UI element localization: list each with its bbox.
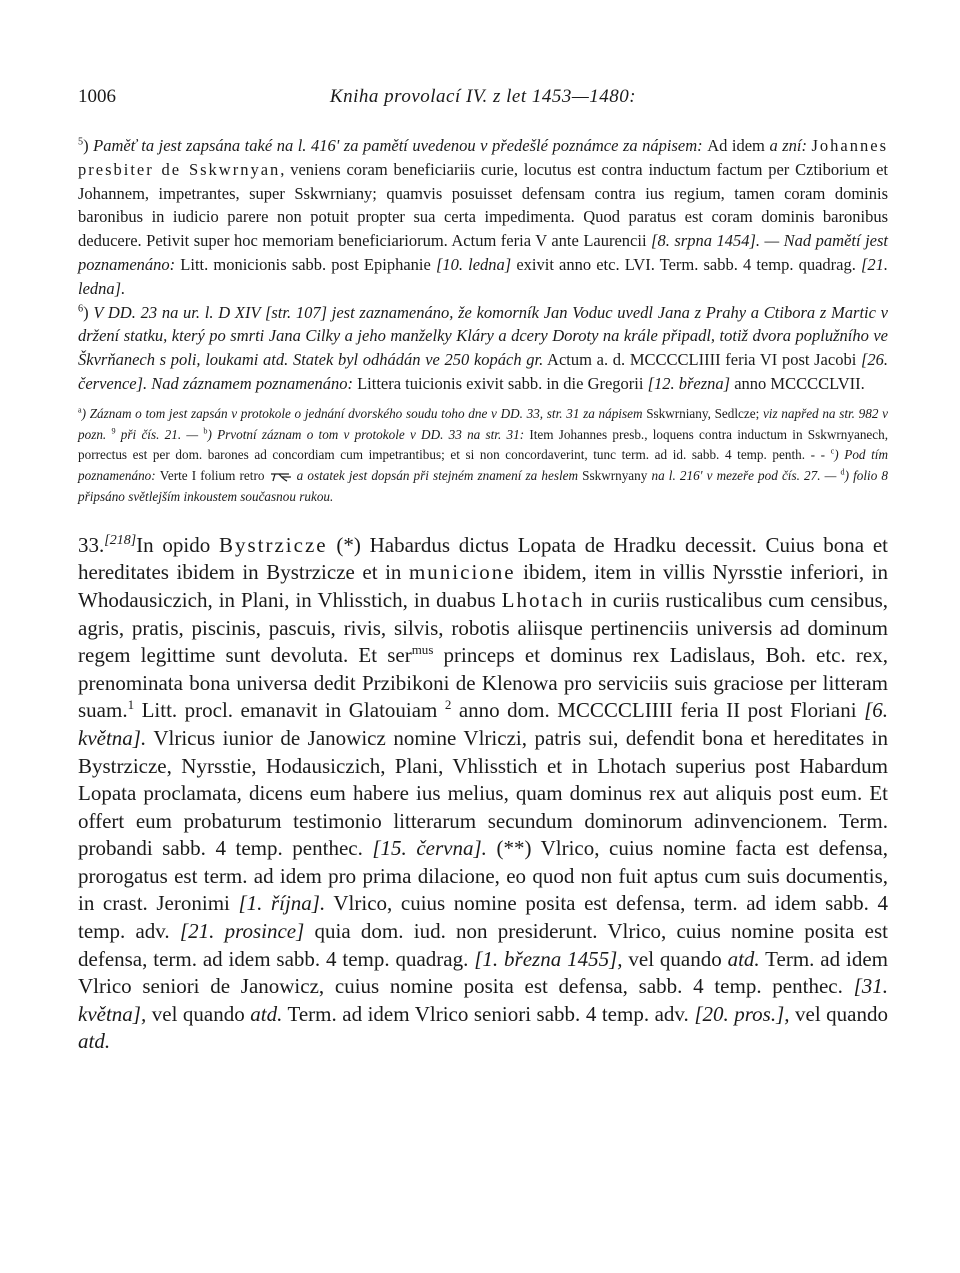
running-title: Kniha provolací IV. z let 1453—1480: bbox=[329, 86, 637, 107]
document-page bbox=[78, 70, 888, 1056]
footnote-marker: 6 bbox=[78, 303, 84, 315]
footnotes-lettered: $^a$) Záznam o tom jest zapsán v protokole o jednání dvorského soudu toho dne v DD. 33, str. 31 za nápisem Sskwrniany, Sedlcze; viz napřed na str. 982 v pozn. $^9$ při čís. 21. — $^b$) Prvotní záznam o tom v protokole v DD. 33 na str. 31: Item Johannes presb., loquens contra inductum in Sskwrnyanech, porrectus est per dom. barones ad concordiam cum impetrantibus; et si non concordaverint, tunc term. ad id. sabb. 4 temp. penth. - - $^c$) Pod tím poznamenáno: Verte I folium retro a ostatek jest dopsán při stejném znamení za heslem Sskwrnyany na l. 216' v mezeře pod čís. 27. — $^d$) folio 8 připsáno světlejším inkoustem současnou rukou. bbox=[78, 405, 889, 504]
running-header bbox=[78, 70, 888, 107]
footnote-6: $^6$) V DD. 23 na ur. l. D XIV [str. 107] jest zaznamenáno, že komorník Jan Voduc uvedl Jana z Prahy a Ctibora z Martic v držení statku, který po smrti Jana Cilky a jeho manželky Kláry a dcery Doroty na krále připadl, totiž dvora poplužního ve Škvrňanech s poli, loukami atd. Statek byl odhádán ve 250 kopách gr. Actum a. d. MCCCCLIIII feria VI post Jacobi [26. července]. Nad záznamem poznamenáno: Littera tuicionis exivit sabb. in die Gregorii [12. března] anno MCCCCLVII. bbox=[78, 302, 889, 393]
page-number: 1006 bbox=[78, 86, 116, 107]
entry-ref: [218] bbox=[104, 532, 137, 548]
entry-33: 33.[218]In opido Bystrzicze (*) Habardus dictus Lopata de Hradku decessit. Cuius bona et hereditates ibidem in Bystrzicze et in municione ibidem, item in villis Nyrsstie inferiori, in Whodausiczich, in Plani, in Vhlisstich, in duabus Lhotach in curiis rusticalibus cum censibus, agris, pratis, piscinis, pascuis, rivis, silvis, robotis aliisque pertinenciis universis ad dominum regem legittime sunt devoluta. Et ser$^{mus}$ princeps et dominus rex Ladislaus, Boh. etc. rex, prenominata bona universa dedit Przibikoni de Klenowa pro serviciis suis graciose per litteram suam.$^1$ Litt. procl. emanavit in Glatouiam $^2$ anno dom. MCCCCLIIII feria II post Floriani [6. května]. Vlricus iunior de Janowicz nomine Vlriczi, patris sui, defendit bona et hereditates in Bystrzicze, Nyrsstie, Hodausiczich, Plani, Vhlisstich et in Lhotach superius post Habardum Lopata proclamata, dicens eum habere ius melius, quam dominus rex aut aliquis post eum. Et offert eum probaturum testimonio litterarum secundum dominorum adinvencionem. Term. probandi sabb. 4 temp. penthec. [15. června]. (**) Vlrico, cuius nomine facta est defensa, prorogatus est term. ad idem pro prima dilacione, eo quod non fuit aptus cum suis documentis, in crast. Jeronimi [1. října]. Vlrico, cuius nomine posita est defensa, term. ad idem sabb. 4 temp. adv. [21. prosince] quia dom. iud. non presiderunt. Vlrico, cuius nomine posita est defensa, term. ad idem sabb. 4 temp. quadrag. [1. března 1455], vel quando atd. Term. ad idem Vlrico seniori de Janowicz, cuius nomine posita est defensa, sabb. 4 temp. penthec. [31. května], vel quando atd. Term. ad idem Vlrico seniori sabb. 4 temp. adv. [20. pros.], vel quando atd. bbox=[78, 532, 889, 1054]
footnote-marker: c bbox=[830, 446, 835, 456]
footnote-marker: a bbox=[78, 405, 82, 415]
footnote-marker: d bbox=[840, 467, 845, 477]
footnote-marker: 5 bbox=[78, 136, 84, 148]
footnotes-numbered bbox=[78, 134, 888, 396]
reference-sign-icon bbox=[269, 471, 293, 483]
footnote-marker: b bbox=[203, 426, 208, 436]
entry-number: 33. bbox=[78, 532, 105, 557]
footnote-5: $^5$) Paměť ta jest zapsána také na l. 416' za pamětí uvedenou v předešlé poznámce za nápisem: Ad idem a zní: Johannes presbiter de Sskwrnyan, veniens coram beneficiariis curie, locutus est contra inductum factum per Cztiborium et Johannem, impetrantes, super Sskwrniany; quamvis posuisset defensam contra ius regium, tamen coram dominis baronibus in iudicio parere non potuit propter sua certa impedimenta. Quod paratus est coram dominis baronibus deducere. Petivit super hoc memoriam beneficiariorum. Actum feria V ante Laurencii [8. srpna 1454]. — Nad pamětí jest poznamenáno: Litt. monicionis sabb. post Epiphanie [10. ledna] exivit anno etc. LVI. Term. sabb. 4 temp. quadrag. [21. ledna]. bbox=[78, 136, 889, 298]
